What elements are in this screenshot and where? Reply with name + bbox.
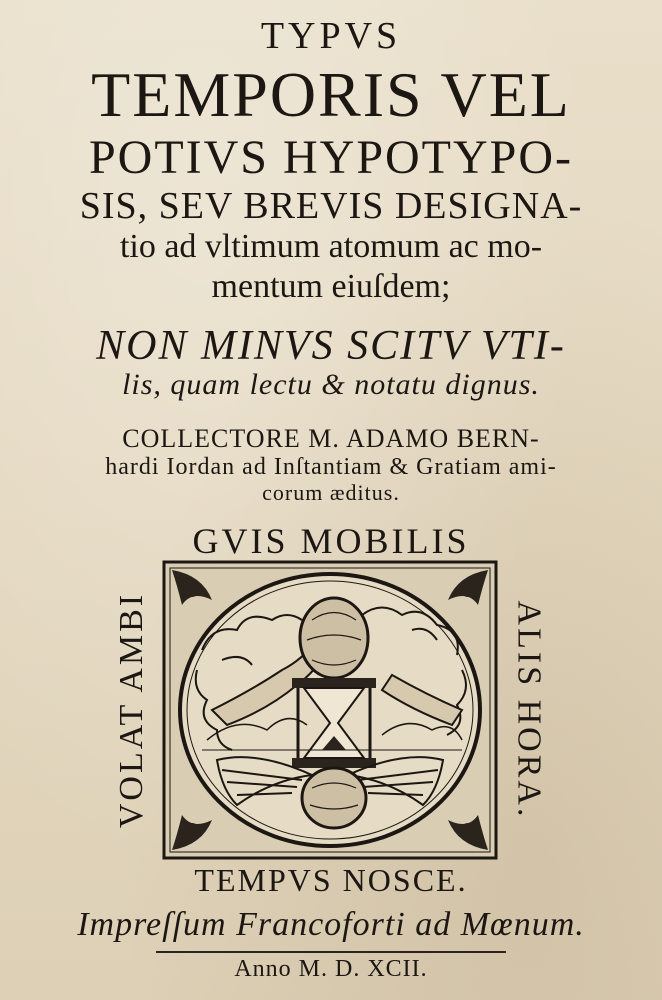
title-line-2: TEMPORIS VEL — [91, 59, 571, 130]
author-line-1: COLLECTORE M. ADAMO BERN- — [122, 424, 540, 453]
title-line-4: SIS, SEV BREVIS DESIGNA- — [79, 185, 583, 227]
orb-top — [300, 598, 368, 678]
title-line-5: tio ad vltimum atomum ac mo- — [119, 228, 543, 265]
imprint-place: Impreſſum Francoforti ad Mœnum. — [77, 906, 585, 943]
subtitle-line-1: NON MINVS SCITV VTI- — [96, 323, 566, 369]
title-line-3: POTIVS HYPOTYPO- — [88, 131, 574, 184]
emblem-motto-left-text: VOLAT AMBI — [113, 591, 151, 829]
imprint-year: Anno M. D. XCII. — [234, 956, 428, 982]
emblem-motto-left — [112, 560, 152, 860]
title-line-6: mentum eiuſdem; — [211, 268, 451, 305]
author-line-3: corum æditus. — [262, 480, 400, 505]
orb-bottom — [302, 768, 366, 828]
emblem-woodcut — [162, 560, 498, 860]
emblem-motto-right — [508, 560, 548, 860]
subtitle-line-2: lis, quam lectu & notatu dignus. — [122, 368, 540, 401]
emblem-motto-bottom: TEMPVS NOSCE. — [194, 862, 468, 898]
title-line-1: TYPVS — [260, 15, 402, 57]
emblem-motto-top: GVIS MOBILIS — [192, 521, 470, 561]
imprint-rule — [156, 951, 506, 953]
emblem-motto-right-text: ALIS HORA. — [510, 600, 547, 820]
author-line-2: hardi Iordan ad Inſtantiam & Gratiam ami- — [105, 454, 557, 480]
